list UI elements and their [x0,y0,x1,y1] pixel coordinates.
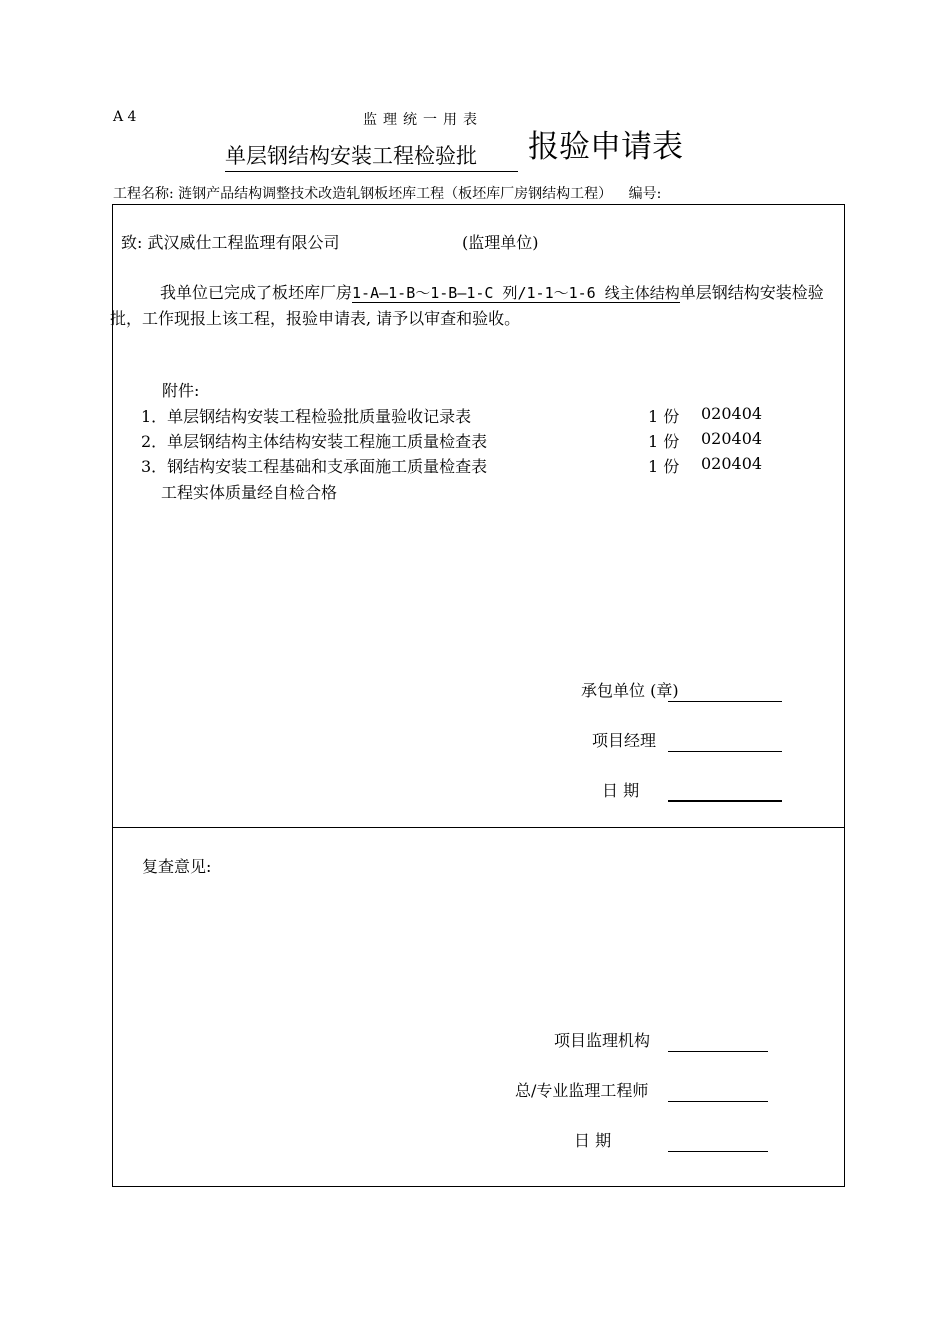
form-code: A 4 [113,109,137,125]
project-name: 涟钢产品结构调整技术改造轧钢板坯库工程（板坯库厂房钢结构工程） [178,186,613,202]
number-label: 编号: [628,186,662,202]
form-title-subject: 单层钢结构安装工程检验批 [225,140,518,172]
supervision-org-label: 项目监理机构 [554,1031,651,1050]
attachment-name: 2．单层钢结构主体结构安装工程施工质量检查表 [141,432,488,451]
contractor-date-label: 日 期 [602,781,640,800]
self-check-note: 工程实体质量经自检合格 [161,483,338,502]
manager-signature-line[interactable] [668,751,782,752]
recipient-role: (监理单位) [462,233,539,252]
attachment-code: 020404 [701,429,763,448]
recipient-company: 武汉威仕工程监理有限公司 [147,233,340,252]
text-after: 单层钢结构安装检验批，工作现报上该工程，报验申请表, 请予以审查和验收。 [110,283,824,328]
contractor-label: 承包单位 (章) [581,681,679,700]
review-date-line[interactable] [668,1151,768,1152]
attachment-qty: 1 份 [648,432,680,451]
usage-note: 监理统一用表 [363,112,483,128]
form-box [112,204,845,1187]
attachments-label: 附件: [162,381,200,400]
project-line [113,183,661,203]
text-before: 我单位已完成了板坯库厂房 [160,283,353,302]
recipient-line [121,230,340,253]
review-opinion-label: 复查意见: [142,857,212,876]
review-date-label: 日 期 [574,1131,612,1150]
attachment-name: 3．钢结构安装工程基础和支承面施工质量检查表 [141,457,488,476]
attachment-qty: 1 份 [648,407,680,426]
location-field: 1-A—1-B～1-B—1-C 列/1-1～1-6 线主体结构 [352,284,680,302]
attachment-qty: 1 份 [648,457,680,476]
engineer-label: 总/专业监理工程师 [515,1081,649,1100]
attachment-name: 1．单层钢结构安装工程检验批质量验收记录表 [141,407,472,426]
contractor-date-line[interactable] [668,800,782,802]
section-divider [112,827,845,828]
to-label: 致: [121,233,143,252]
contractor-signature-line[interactable] [668,701,782,702]
form-title: 报验申请表 [528,129,683,165]
attachment-code: 020404 [701,404,763,423]
engineer-signature-line[interactable] [668,1101,768,1102]
application-text [110,280,840,332]
manager-label: 项目经理 [592,731,657,750]
project-label: 工程名称: [113,186,174,202]
supervision-org-line[interactable] [668,1051,768,1052]
attachment-code: 020404 [701,454,763,473]
